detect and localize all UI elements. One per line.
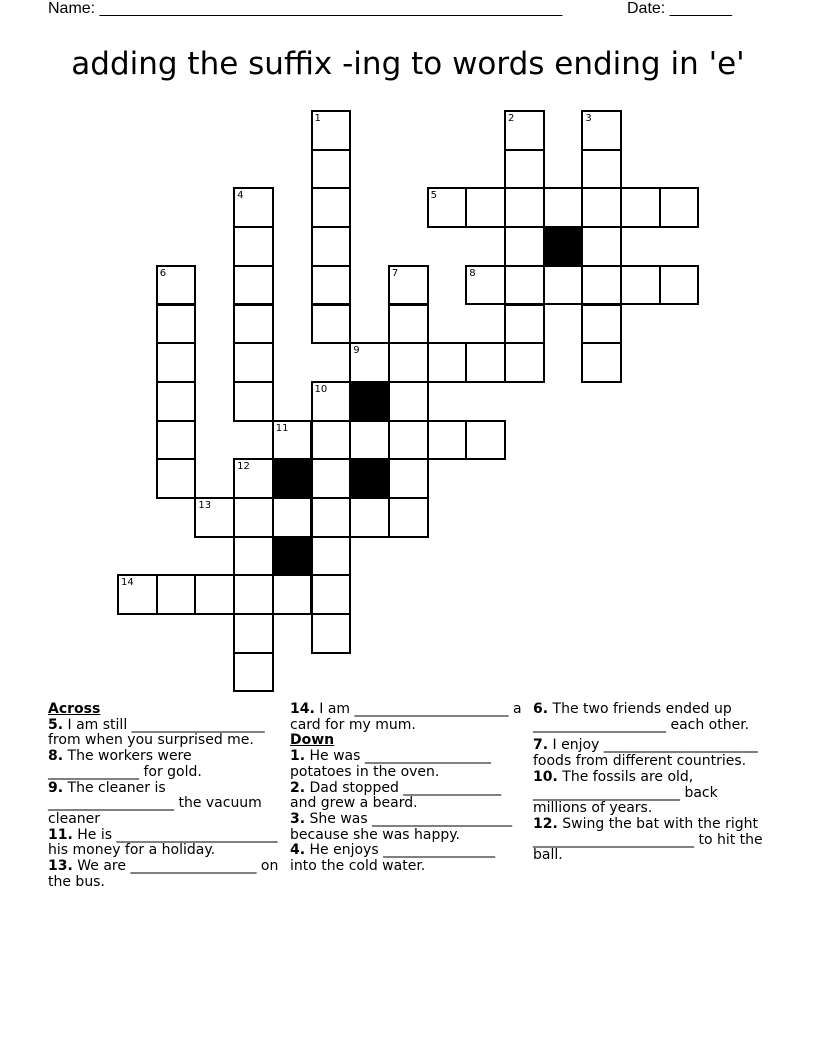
clue-number: 10.: [533, 768, 558, 785]
clue-text: I am ______________________ a card for my mum.: [290, 701, 522, 733]
grid-cell[interactable]: [504, 342, 545, 383]
clue-down-3: [290, 812, 522, 843]
clue-column-1: [48, 702, 280, 890]
black-square: [272, 536, 313, 577]
clue-text: The two friends ended up ___________________ each other.: [533, 701, 750, 733]
clue-number-label: 13: [198, 500, 212, 511]
clue-down-1: [290, 749, 522, 780]
grid-cell[interactable]: [504, 149, 545, 190]
clue-text: He enjoys ________________ into the cold water.: [290, 842, 496, 875]
grid-cell[interactable]: [620, 187, 661, 228]
clue-down-7: [533, 738, 765, 769]
clue-number: 12.: [533, 815, 558, 832]
grid-cell[interactable]: [233, 342, 274, 383]
grid-cell[interactable]: [581, 265, 622, 306]
grid-cell[interactable]: [311, 381, 352, 422]
grid-cell[interactable]: [427, 420, 468, 461]
grid-cell[interactable]: [581, 304, 622, 345]
grid-cell[interactable]: [233, 574, 274, 615]
grid-cell[interactable]: [233, 304, 274, 345]
grid-cell[interactable]: [233, 613, 274, 654]
clue-number: 2.: [290, 779, 306, 796]
clue-number: 4.: [290, 842, 306, 859]
grid-cell[interactable]: [427, 342, 468, 383]
black-square: [349, 458, 390, 499]
grid-cell[interactable]: [311, 574, 352, 615]
clue-number: 11.: [48, 826, 73, 843]
grid-cell[interactable]: [156, 265, 197, 306]
clue-number: 6.: [533, 701, 549, 717]
clue-text: She was ____________________ because she was happy.: [290, 810, 513, 843]
clue-number: 13.: [48, 858, 73, 875]
clue-across-5: [48, 718, 280, 749]
clue-number: 1.: [290, 748, 306, 765]
grid-cell[interactable]: [349, 420, 390, 461]
clue-across-11: [48, 828, 280, 859]
clue-number-label: 10: [314, 383, 328, 395]
grid-cell[interactable]: [272, 420, 313, 461]
clue-number-label: 11: [275, 422, 289, 434]
grid-cell[interactable]: [581, 149, 622, 190]
grid-cell[interactable]: [311, 304, 352, 345]
page-title: adding the suffix -ing to words ending in 'e': [71, 46, 745, 82]
clue-number: 5.: [48, 716, 64, 733]
clue-text: I enjoy ______________________ foods from different countries.: [533, 737, 758, 770]
grid-cell[interactable]: [311, 458, 352, 499]
grid-cell[interactable]: [388, 304, 429, 345]
grid-cell[interactable]: [465, 342, 506, 383]
grid-cell[interactable]: [311, 265, 352, 306]
grid-cell[interactable]: [156, 304, 197, 345]
grid-cell[interactable]: [620, 265, 661, 306]
grid-cell[interactable]: [233, 226, 274, 267]
grid-cell[interactable]: [659, 265, 700, 306]
grid-cell[interactable]: [465, 265, 506, 306]
clue-number: 14.: [290, 701, 315, 717]
grid-cell[interactable]: [233, 536, 274, 577]
clue-number-label: 7: [391, 267, 399, 279]
grid-cell[interactable]: [388, 381, 429, 422]
grid-cell[interactable]: [233, 187, 274, 228]
grid-cell[interactable]: [311, 149, 352, 190]
clue-number: 8.: [48, 748, 64, 765]
grid-cell[interactable]: [388, 420, 429, 461]
clue-text: Dad stopped ______________ and grew a beard.: [290, 779, 502, 812]
clue-column-2: [290, 702, 522, 875]
clue-text: We are __________________ on the bus.: [48, 858, 279, 890]
black-square: [272, 458, 313, 499]
grid-cell[interactable]: [272, 497, 313, 538]
clue-number-label: 3: [585, 113, 592, 124]
grid-cell[interactable]: [504, 187, 545, 228]
grid-cell[interactable]: [581, 342, 622, 383]
grid-cell[interactable]: [311, 110, 352, 151]
black-square: [349, 381, 390, 422]
clue-down-6: [533, 702, 765, 733]
grid-cell[interactable]: [349, 497, 390, 538]
clue-number: 9.: [48, 779, 64, 796]
clue-down-10: [533, 770, 765, 817]
grid-cell[interactable]: [156, 420, 197, 461]
grid-cell[interactable]: [581, 110, 622, 151]
clue-number-label: 1: [314, 113, 321, 124]
grid-cell[interactable]: [349, 342, 390, 383]
grid-cell[interactable]: [311, 226, 352, 267]
grid-cell[interactable]: [504, 265, 545, 306]
grid-cell[interactable]: [581, 187, 622, 228]
grid-cell[interactable]: [311, 187, 352, 228]
clue-text: The workers were _____________ for gold.: [48, 748, 202, 780]
grid-cell[interactable]: [581, 226, 622, 267]
clue-number-label: 9: [353, 345, 360, 357]
black-square: [543, 226, 584, 267]
clue-across-9: [48, 781, 280, 828]
grid-cell[interactable]: [388, 265, 429, 306]
clue-number-label: 8: [469, 267, 476, 279]
clue-text: Swing the bat with the right _______________________ to hit the ball.: [533, 815, 763, 864]
grid-cell[interactable]: [233, 381, 274, 422]
grid-cell[interactable]: [504, 226, 545, 267]
clue-number: 3.: [290, 810, 306, 827]
grid-cell[interactable]: [388, 497, 429, 538]
grid-cell[interactable]: [272, 574, 313, 615]
date-line: Date: _______: [627, 0, 732, 17]
clue-across-14: [290, 702, 522, 733]
clue-down-4: [290, 843, 522, 874]
grid-cell[interactable]: [388, 342, 429, 383]
grid-cell[interactable]: [504, 304, 545, 345]
clue-number: 7.: [533, 737, 549, 754]
grid-cell[interactable]: [156, 574, 197, 615]
clue-number-label: 14: [121, 577, 134, 589]
grid-cell[interactable]: [543, 265, 584, 306]
grid-cell[interactable]: [156, 458, 197, 499]
grid-cell[interactable]: [194, 574, 235, 615]
grid-cell[interactable]: [156, 342, 197, 383]
grid-cell[interactable]: [233, 652, 274, 693]
grid-cell[interactable]: [465, 187, 506, 228]
clue-text: He is _______________________ his money for a holiday.: [48, 826, 278, 859]
grid-cell[interactable]: [543, 187, 584, 228]
clue-number-label: 12: [237, 461, 250, 473]
grid-cell[interactable]: [504, 110, 545, 151]
grid-cell[interactable]: [233, 497, 274, 538]
grid-cell[interactable]: [659, 187, 700, 228]
grid-cell[interactable]: [311, 536, 352, 577]
grid-cell[interactable]: [311, 420, 352, 461]
clue-across-8: [48, 749, 280, 780]
down-heading: Down: [290, 732, 335, 749]
clue-down-2: [290, 781, 522, 812]
grid-cell[interactable]: [194, 497, 235, 538]
clue-number-label: 5: [430, 190, 437, 202]
grid-cell[interactable]: [311, 613, 352, 654]
clue-number-label: 6: [159, 267, 167, 279]
clue-number-label: 2: [508, 113, 515, 124]
clue-number-label: 4: [237, 190, 244, 202]
grid-cell[interactable]: [465, 420, 506, 461]
name-line: Name: ____________________________________________________: [48, 0, 563, 17]
clue-column-3: [533, 702, 765, 864]
clue-text: I am still ___________________ from when you surprised me.: [48, 716, 265, 749]
grid-cell[interactable]: [233, 458, 274, 499]
across-heading: Across: [48, 701, 101, 717]
grid-cell[interactable]: [388, 458, 429, 499]
clue-across-13: [48, 859, 280, 890]
grid-cell[interactable]: [311, 497, 352, 538]
grid-cell[interactable]: [156, 381, 197, 422]
clue-text: He was __________________ potatoes in the oven.: [290, 748, 491, 780]
grid-cell[interactable]: [427, 187, 468, 228]
clue-down-12: [533, 817, 765, 864]
grid-cell[interactable]: [117, 574, 158, 615]
clue-text: The cleaner is __________________ the vacuum cleaner: [48, 779, 262, 827]
grid-cell[interactable]: [233, 265, 274, 306]
clue-text: The fossils are old, _____________________ back millions of years.: [533, 768, 718, 817]
